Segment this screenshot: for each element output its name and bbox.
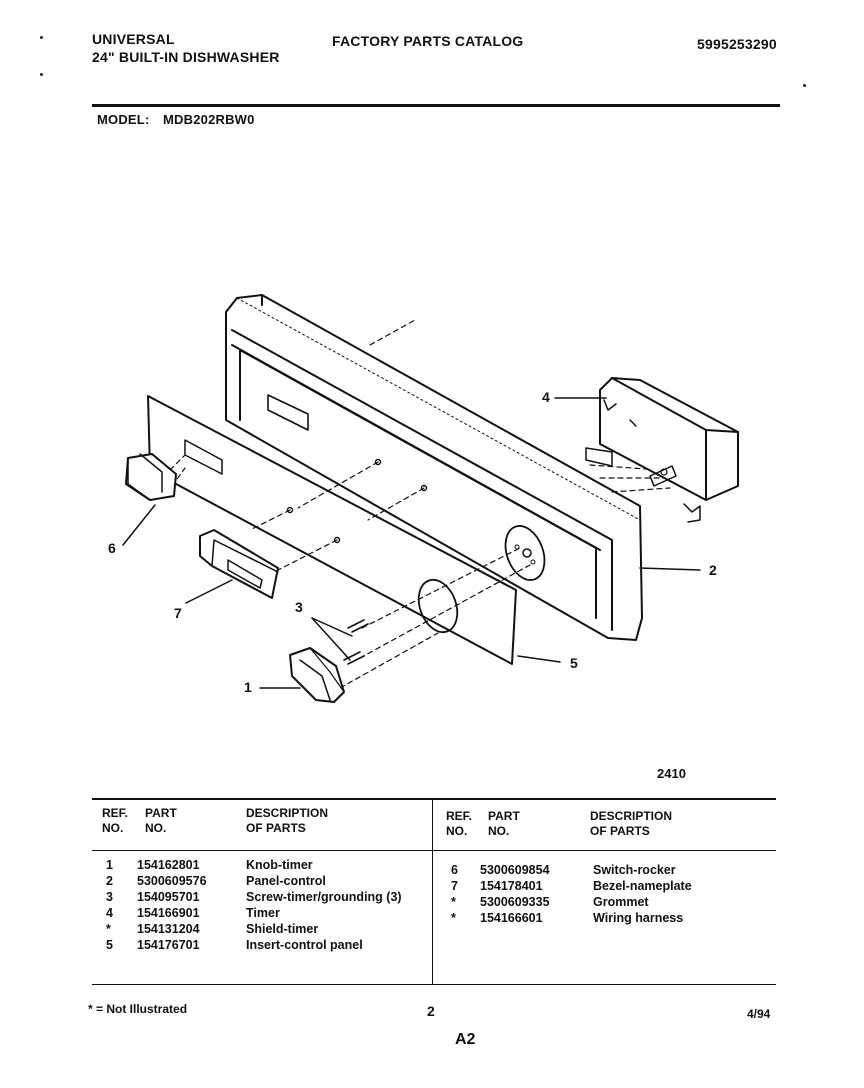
desc-cell: Panel-control — [246, 874, 326, 888]
part-cell: 5300609335 — [480, 895, 550, 909]
desc-cell: Timer — [246, 906, 280, 920]
desc-cell: Bezel-nameplate — [593, 879, 692, 893]
desc-cell: Insert-control panel — [246, 938, 363, 952]
callout-5: 5 — [570, 655, 578, 671]
part-cell: 154162801 — [137, 858, 200, 872]
part-cell: 154131204 — [137, 922, 200, 936]
ref-cell: 7 — [451, 879, 458, 893]
ref-cell: 1 — [106, 858, 113, 872]
ref-cell: 3 — [106, 890, 113, 904]
ref-cell: 4 — [106, 906, 113, 920]
part-cell: 5300609854 — [480, 863, 550, 877]
ref-cell: * — [451, 895, 456, 909]
ref-cell: * — [451, 911, 456, 925]
desc-cell: Knob-timer — [246, 858, 313, 872]
part-cell: 154176701 — [137, 938, 200, 952]
table-head-rule — [92, 850, 776, 851]
left-desc-header: DESCRIPTION OF PARTS — [246, 806, 329, 835]
timer-knob — [290, 648, 344, 702]
ref-cell: 5 — [106, 938, 113, 952]
catalog-date: 4/94 — [747, 1007, 771, 1021]
table-bottom-rule — [92, 984, 776, 985]
callout-1: 1 — [244, 679, 252, 695]
table-column-divider — [432, 798, 433, 985]
desc-cell: Switch-rocker — [593, 863, 676, 877]
page-label: A2 — [455, 1031, 476, 1048]
right-part-header: PART NO. — [488, 809, 520, 838]
part-cell: 5300609576 — [137, 874, 207, 888]
part-cell: 154178401 — [480, 879, 543, 893]
ref-cell: 2 — [106, 874, 113, 888]
callout-2: 2 — [709, 562, 717, 578]
page-number: 2 — [427, 1003, 435, 1019]
callout-7: 7 — [174, 605, 182, 621]
desc-cell: Screw-timer/grounding (3) — [246, 890, 402, 904]
right-ref-header: REF. NO. — [446, 809, 473, 838]
callout-6: 6 — [108, 540, 116, 556]
brand-name: UNIVERSAL — [92, 31, 175, 47]
right-desc-header: DESCRIPTION OF PARTS — [590, 809, 673, 838]
model-label: MODEL: — [97, 112, 150, 127]
table-top-rule — [92, 798, 776, 800]
ref-cell: 6 — [451, 863, 458, 877]
catalog-title: FACTORY PARTS CATALOG — [332, 33, 524, 49]
ref-cell: * — [106, 922, 111, 936]
desc-cell: Grommet — [593, 895, 649, 909]
left-part-header: PART NO. — [145, 806, 177, 835]
left-ref-header: REF. NO. — [102, 806, 129, 835]
figure-code: 2410 — [657, 766, 686, 781]
catalog-number: 5995253290 — [697, 36, 777, 52]
model-number: MDB202RBW0 — [163, 112, 255, 127]
product-name: 24" BUILT-IN DISHWASHER — [92, 49, 280, 65]
desc-cell: Shield-timer — [246, 922, 319, 936]
callout-3: 3 — [295, 599, 303, 615]
not-illustrated-note: * = Not Illustrated — [88, 1002, 188, 1016]
part-cell: 154095701 — [137, 890, 200, 904]
bezel-nameplate — [200, 530, 278, 598]
part-cell: 154166901 — [137, 906, 200, 920]
desc-cell: Wiring harness — [593, 911, 684, 925]
callout-4: 4 — [542, 389, 550, 405]
part-cell: 154166601 — [480, 911, 543, 925]
